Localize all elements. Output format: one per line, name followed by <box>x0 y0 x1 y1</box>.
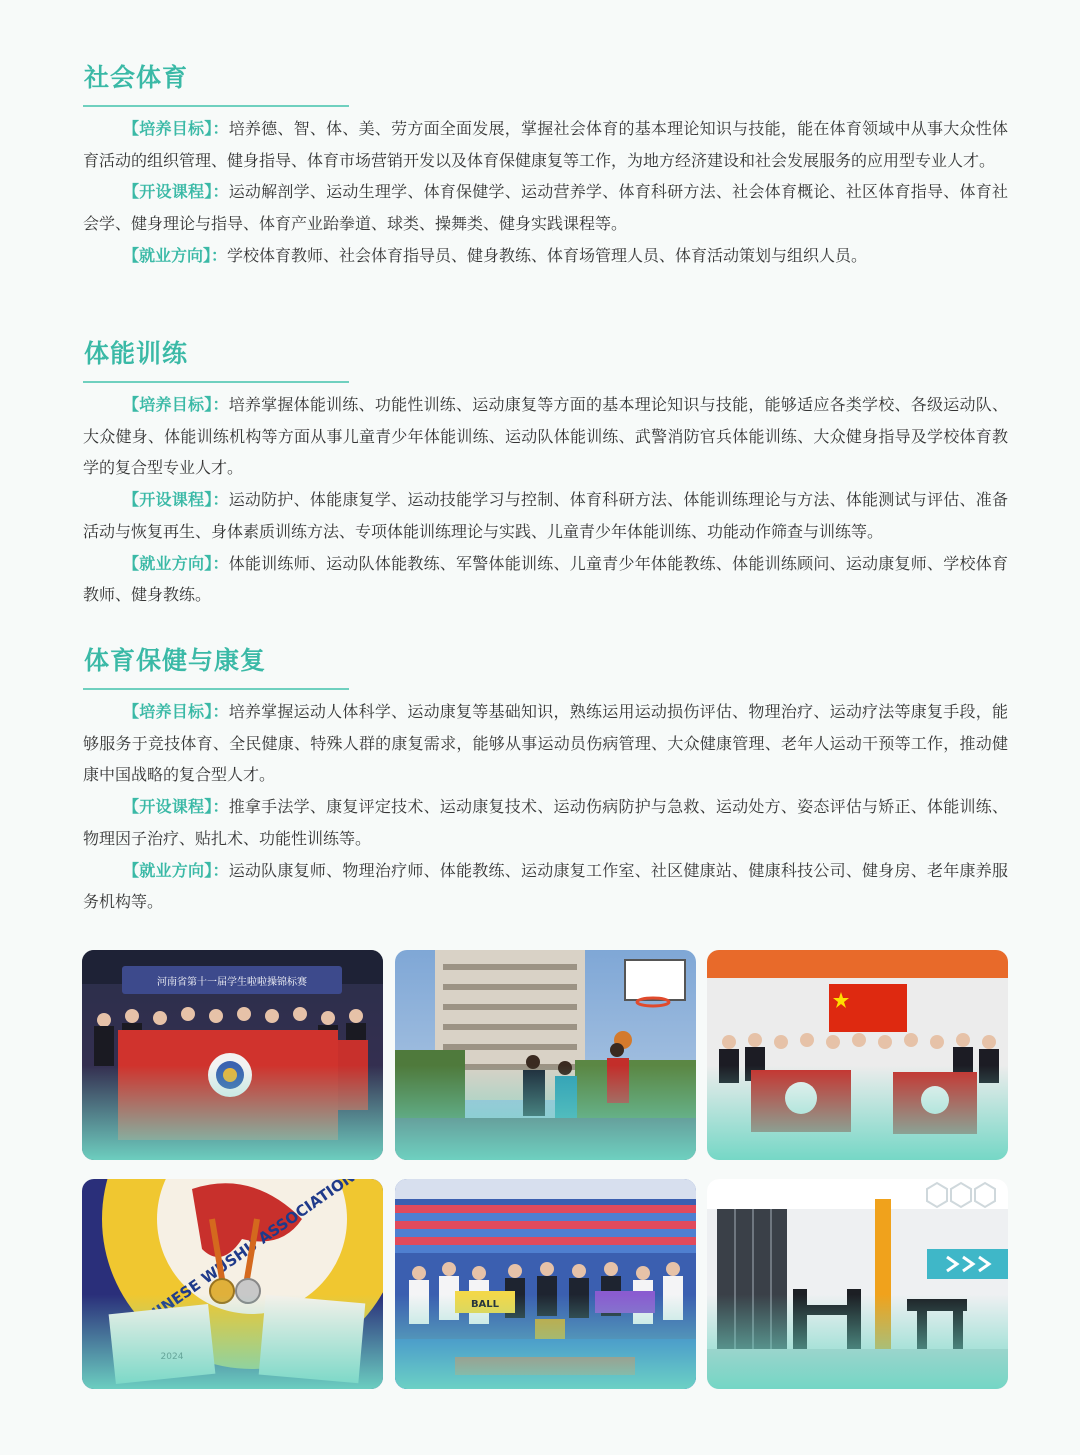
photo-cheer-team-flag-image <box>82 950 383 1160</box>
courses-label: 【开设课程】： <box>123 797 229 817</box>
courses-text: 推拿手法学、康复评定技术、运动康复技术、运动伤病防护与急救、运动处方、姿态评估与矫正、体能训练、物理因子治疗、贴扎术、功能性训练等。 <box>83 797 1008 848</box>
career-label: 【就业方向】： <box>123 553 229 573</box>
section-title-underline <box>83 381 349 383</box>
photo-basketball-game <box>395 950 696 1160</box>
courses-paragraph <box>83 176 1008 239</box>
career-paragraph <box>83 855 1008 918</box>
photo-cheer-team-national-flag-image <box>707 950 1008 1160</box>
career-text: 运动队康复师、物理治疗师、体能教练、运动康复工作室、社区健康站、健康科技公司、健身房、老年康养服务机构等。 <box>83 860 1008 912</box>
photo-wushu-medals-image <box>82 1179 383 1389</box>
section-title: 体育保健与康复 <box>84 646 267 675</box>
training-goal-text: 培养掌握体能训练、功能性训练、运动康复等方面的基本理论知识与技能，能够适应各类学校、各级运动队、大众健身、体能训练机构等方面从事儿童青少年体能训练、运动队体能训练、武警消防官兵体能训练、大众健身指导及学校体育教学的复合型专业人才。 <box>83 395 1008 478</box>
photo-gym-interior-image <box>707 1179 1008 1389</box>
section-title-underline <box>83 688 349 690</box>
section-title: 体能训练 <box>84 339 189 368</box>
photo-wushu-medals <box>82 1179 383 1389</box>
photo-gym-interior <box>707 1179 1008 1389</box>
training-goal-paragraph <box>83 389 1008 484</box>
training-goal-label: 【培养目标】： <box>123 119 229 138</box>
training-goal-text: 培养掌握运动人体科学、运动康复等基础知识，熟练运用运动损伤评估、物理治疗、运动疗法等康复手段，能够服务于竞技体育、全民健康、特殊人群的康复需求，能够从事运动员伤病管理、大众健康管理、老年人运动干预等工作，推动健康中国战略的复合型人才。 <box>83 702 1008 785</box>
photo-basketball-game-image <box>395 950 696 1160</box>
courses-label: 【开设课程】： <box>123 182 229 202</box>
section-sports-health-rehab <box>83 645 1008 918</box>
courses-text: 运动解剖学、运动生理学、体育保健学、运动营养学、体育科研方法、社会体育概论、社区体育指导、体育社会学、健身理论与指导、体育产业跆拳道、球类、操舞类、健身实践课程等。 <box>83 182 1008 234</box>
section-title-underline <box>83 105 349 107</box>
photo-indoor-arena-team <box>395 1179 696 1389</box>
courses-paragraph <box>83 791 1008 854</box>
career-label: 【就业方向】： <box>123 245 228 265</box>
section-physical-training <box>83 338 1008 611</box>
courses-paragraph <box>83 484 1008 547</box>
career-label: 【就业方向】： <box>123 860 229 880</box>
career-paragraph <box>83 548 1008 611</box>
photo-cheer-team-flag <box>82 950 383 1160</box>
training-goal-label: 【培养目标】： <box>123 702 229 721</box>
training-goal-paragraph <box>83 113 1008 176</box>
courses-label: 【开设课程】： <box>123 490 229 510</box>
photo-indoor-arena-team-image <box>395 1179 696 1389</box>
section-title: 社会体育 <box>84 63 189 92</box>
career-text: 体能训练师、运动队体能教练、军警体能训练、儿童青少年体能教练、体能训练顾问、运动康复师、学校体育教师、健身教练。 <box>83 553 1008 605</box>
training-goal-label: 【培养目标】： <box>123 395 229 414</box>
section-social-sports <box>83 62 1008 272</box>
training-goal-text: 培养德、智、体、美、劳方面全面发展，掌握社会体育的基本理论知识与技能，能在体育领域中从事大众性体育活动的组织管理、健身指导、体育市场营销开发以及体育保健康复等工作，为地方经济建设和社会发展服务的应用型专业人才。 <box>83 119 1008 170</box>
career-paragraph <box>83 240 1008 272</box>
career-text: 学校体育教师、社会体育指导员、健身教练、体育场管理人员、体育活动策划与组织人员。 <box>227 245 868 265</box>
courses-text: 运动防护、体能康复学、运动技能学习与控制、体育科研方法、体能训练理论与方法、体能测试与评估、准备活动与恢复再生、身体素质训练方法、专项体能训练理论与实践、儿童青少年体能训练、功能动作筛查与训练等。 <box>83 490 1008 541</box>
photo-cheer-team-national-flag <box>707 950 1008 1160</box>
training-goal-paragraph <box>83 696 1008 791</box>
